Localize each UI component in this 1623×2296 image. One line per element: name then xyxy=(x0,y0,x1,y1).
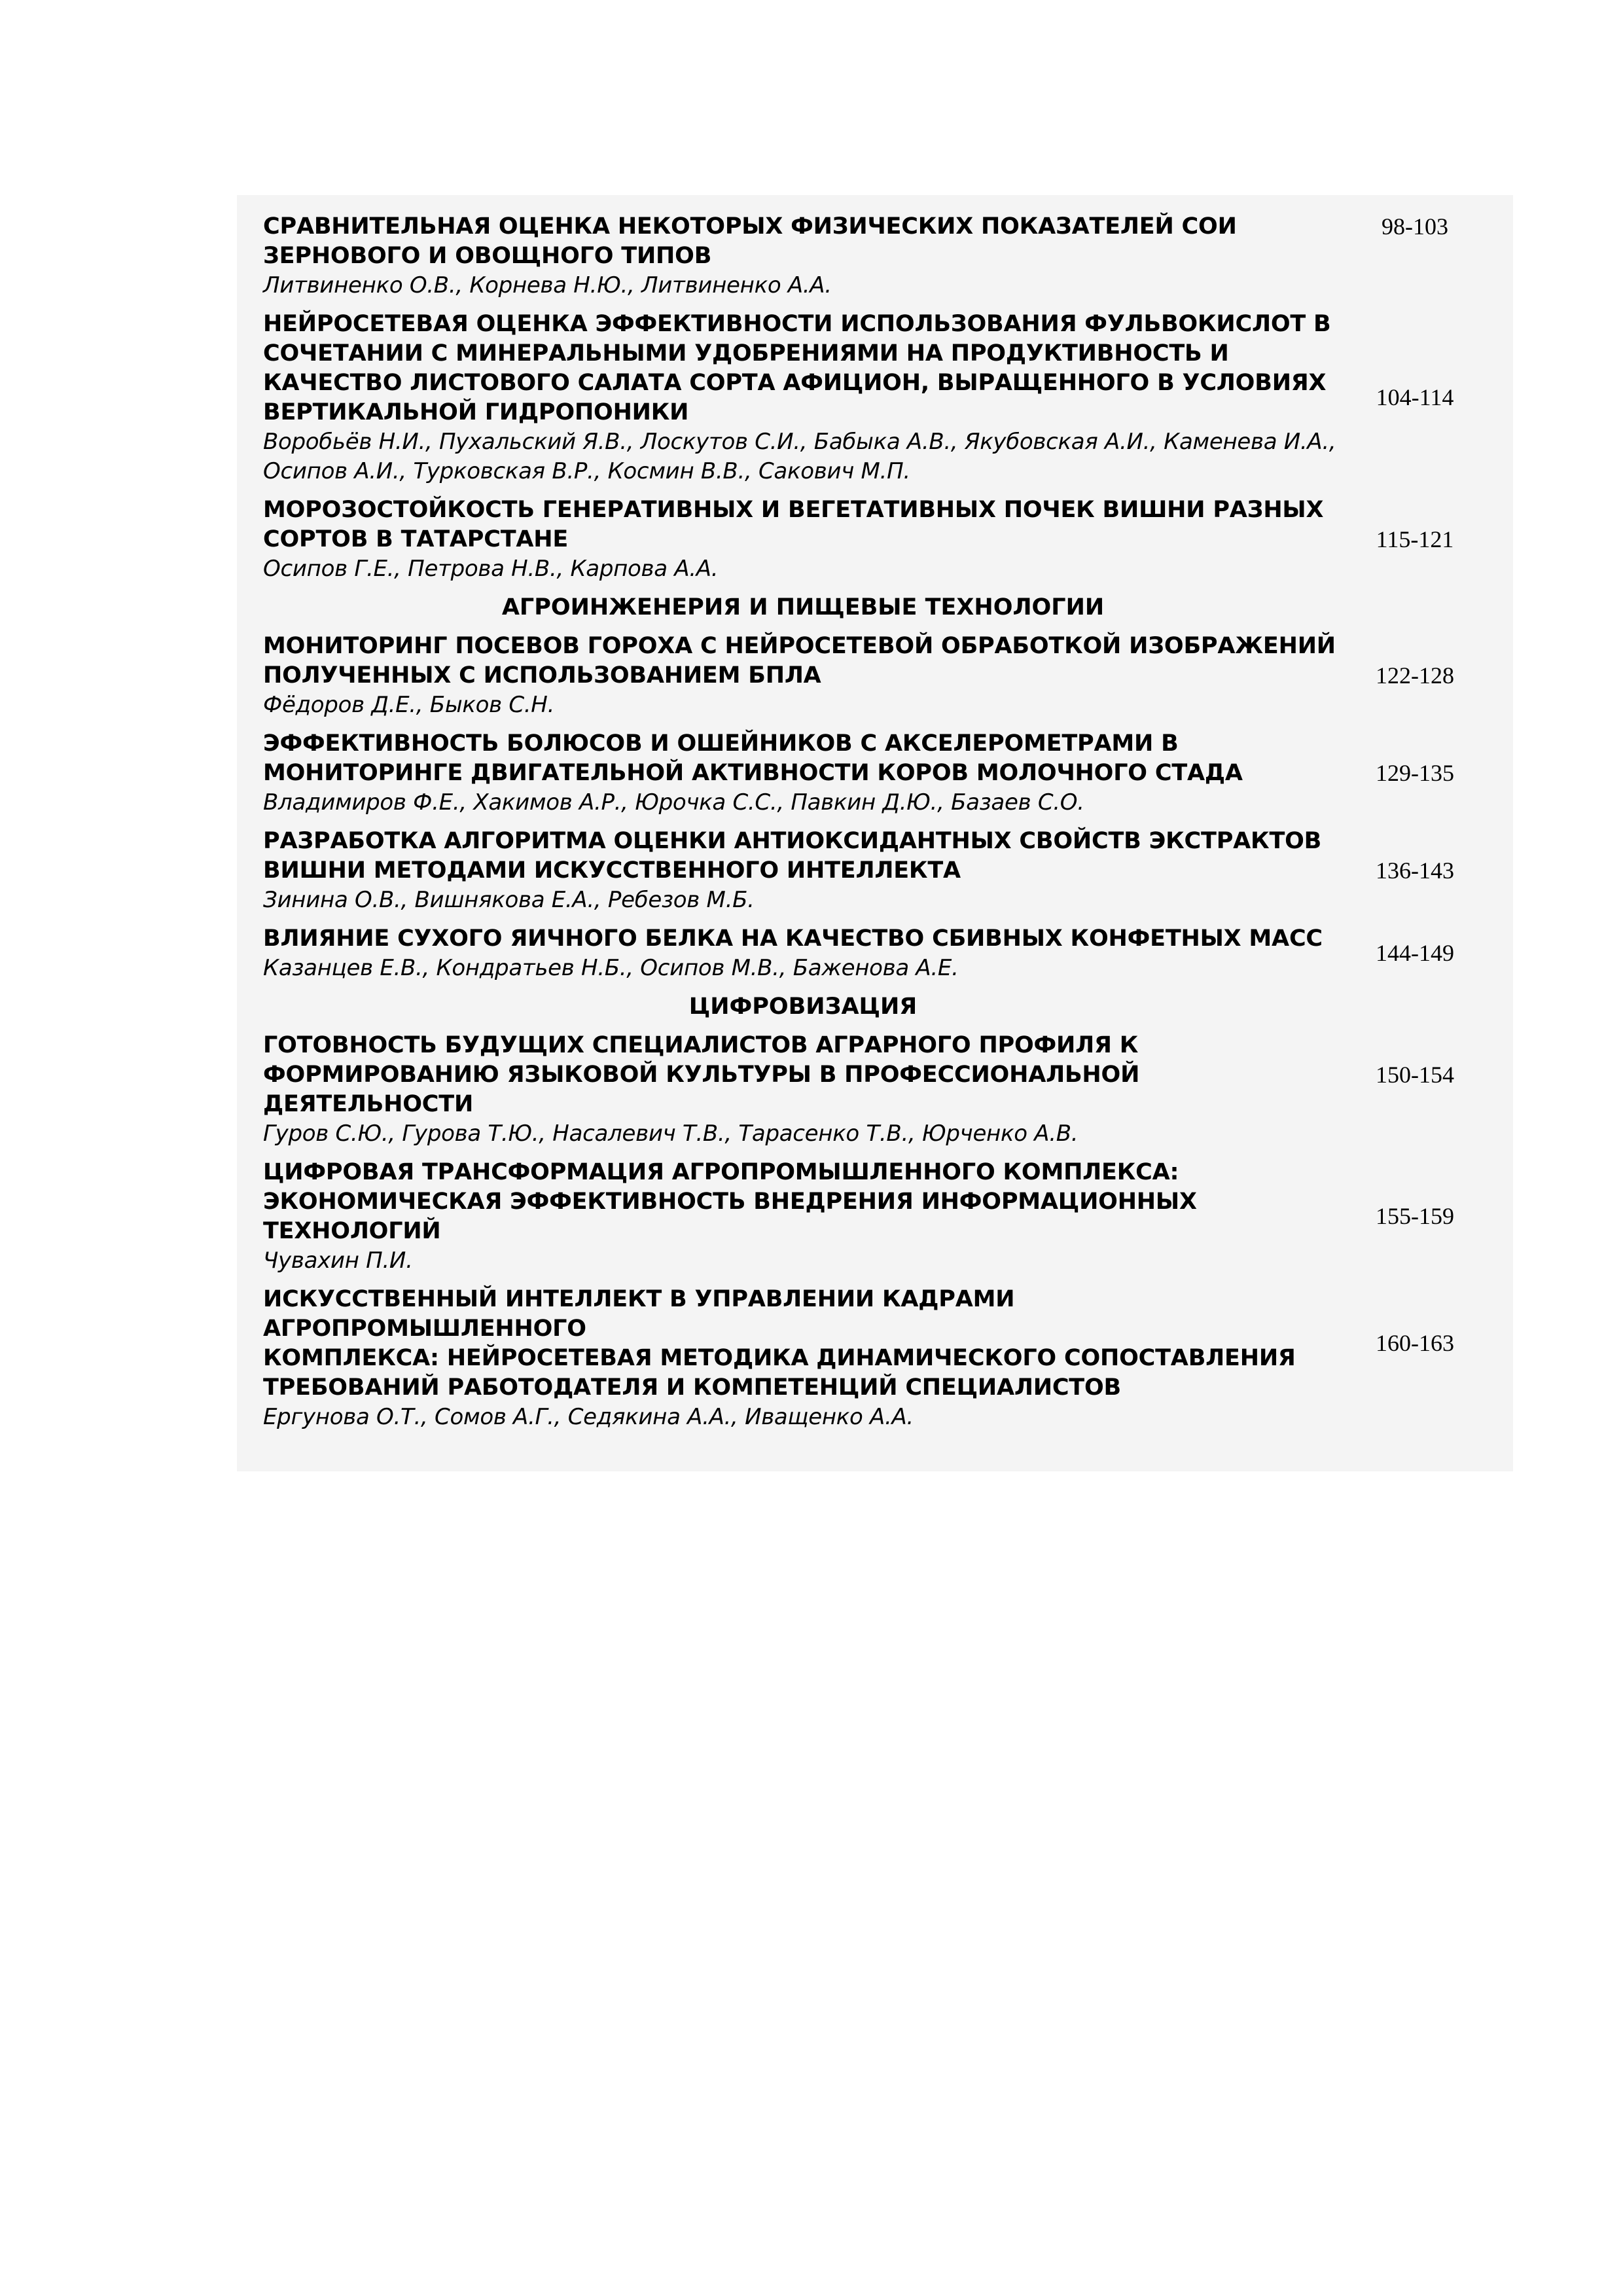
page-range: 144-149 xyxy=(1376,940,1454,966)
page-range: 104-114 xyxy=(1376,384,1454,410)
toc-entry xyxy=(263,1285,1454,1432)
page-range: 129-135 xyxy=(1376,760,1454,786)
article-authors: Казанцев Е.В., Кондратьев Н.Б., Осипов М.В., Баженова А.Е. xyxy=(263,955,959,981)
page-range: 136-143 xyxy=(1376,857,1454,884)
article-title: ГОТОВНОСТЬ БУДУЩИХ СПЕЦИАЛИСТОВ АГРАРНОГО ПРОФИЛЯ К ФОРМИРОВАНИЮ ЯЗЫКОВОЙ КУЛЬТУРЫ В ПРОФЕССИОНАЛЬНОЙ ДЕЯТЕЛЬНОСТИ xyxy=(263,1032,1140,1117)
article-authors: Литвиненко О.В., Корнева Н.Ю., Литвиненко А.А. xyxy=(263,272,832,298)
page-range: 160-163 xyxy=(1376,1330,1454,1356)
article-title: ИСКУССТВЕННЫЙ ИНТЕЛЛЕКТ В УПРАВЛЕНИИ КАДРАМИ АГРОПРОМЫШЛЕННОГО КОМПЛЕКСА: НЕЙРОСЕТЕВАЯ МЕТОДИКА ДИНАМИЧЕСКОГО СОПОСТАВЛЕНИЯ ТРЕБОВАНИЙ РАБОТОДАТЕЛЯ И КОМПЕТЕНЦИЙ СПЕЦИАЛИСТОВ xyxy=(263,1286,1296,1401)
article-title: ЭФФЕКТИВНОСТЬ БОЛЮСОВ И ОШЕЙНИКОВ С АКСЕЛЕРОМЕТРАМИ В МОНИТОРИНГЕ ДВИГАТЕЛЬНОЙ АКТИВНОСТИ КОРОВ МОЛОЧНОГО СТАДА xyxy=(263,730,1243,786)
article-authors: Воробьёв Н.И., Пухальский Я.В., Лоскутов С.И., Бабыка А.В., Якубовская А.И., Каменева И.А., Осипов А.И., Турковская В.Р., Космин В.В., Сакович М.П. xyxy=(263,429,1336,484)
page-range: 98-103 xyxy=(1382,213,1448,240)
article-authors: Фёдоров Д.Е., Быков С.Н. xyxy=(263,692,555,718)
article-authors: Зинина О.В., Вишнякова Е.А., Ребезов М.Б. xyxy=(263,887,755,913)
article-authors: Гуров С.Ю., Гурова Т.Ю., Насалевич Т.В., Тарасенко Т.В., Юрченко А.В. xyxy=(263,1121,1079,1147)
page-range: 155-159 xyxy=(1376,1203,1454,1229)
toc-entry xyxy=(263,827,1454,915)
toc-entry xyxy=(263,729,1454,817)
page-range: 122-128 xyxy=(1376,662,1454,689)
article-authors: Владимиров Ф.Е., Хакимов А.Р., Юрочка С.С., Павкин Д.Ю., Базаев С.О. xyxy=(263,789,1084,816)
toc-entry xyxy=(263,310,1454,486)
section-heading: АГРОИНЖЕНЕРИЯ И ПИЩЕВЫЕ ТЕХНОЛОГИИ xyxy=(501,594,1105,620)
article-authors: Чувахин П.И. xyxy=(263,1247,413,1274)
page-range: 115-121 xyxy=(1376,526,1454,552)
article-title: МОНИТОРИНГ ПОСЕВОВ ГОРОХА С НЕЙРОСЕТЕВОЙ ОБРАБОТКОЙ ИЗОБРАЖЕНИЙ ПОЛУЧЕННЫХ С ИСПОЛЬЗОВАНИЕМ БПЛА xyxy=(263,633,1336,689)
article-authors: Ергунова О.Т., Сомов А.Г., Седякина А.А., Иващенко А.А. xyxy=(263,1404,914,1430)
article-title: СРАВНИТЕЛЬНАЯ ОЦЕНКА НЕКОТОРЫХ ФИЗИЧЕСКИХ ПОКАЗАТЕЛЕЙ СОИ ЗЕРНОВОГО И ОВОЩНОГО ТИПОВ xyxy=(263,213,1237,269)
article-authors: Осипов Г.Е., Петрова Н.В., Карпова А.А. xyxy=(263,556,719,582)
table-of-contents xyxy=(237,195,1513,1471)
toc-entry xyxy=(263,1031,1454,1149)
toc-entry xyxy=(263,1158,1454,1276)
article-title: МОРОЗОСТОЙКОСТЬ ГЕНЕРАТИВНЫХ И ВЕГЕТАТИВНЫХ ПОЧЕК ВИШНИ РАЗНЫХ СОРТОВ В ТАТАРСТАНЕ xyxy=(263,497,1324,552)
article-title: ВЛИЯНИЕ СУХОГО ЯИЧНОГО БЕЛКА НА КАЧЕСТВО СБИВНЫХ КОНФЕТНЫХ МАСС xyxy=(263,925,1323,952)
article-title: НЕЙРОСЕТЕВАЯ ОЦЕНКА ЭФФЕКТИВНОСТИ ИСПОЛЬЗОВАНИЯ ФУЛЬВОКИСЛОТ В СОЧЕТАНИИ С МИНЕРАЛЬНЫМИ УДОБРЕНИЯМИ НА ПРОДУКТИВНОСТЬ И КАЧЕСТВО ЛИСТОВОГО САЛАТА СОРТА АФИЦИОН, ВЫРАЩЕННОГО В УСЛОВИЯХ ВЕРТИКАЛЬНОЙ ГИДРОПОНИКИ xyxy=(263,311,1331,425)
article-title: ЦИФРОВАЯ ТРАНСФОРМАЦИЯ АГРОПРОМЫШЛЕННОГО КОМПЛЕКСА: ЭКОНОМИЧЕСКАЯ ЭФФЕКТИВНОСТЬ ВНЕДРЕНИЯ ИНФОРМАЦИОННЫХ ТЕХНОЛОГИЙ xyxy=(263,1159,1197,1244)
section-heading: ЦИФРОВИЗАЦИЯ xyxy=(688,994,918,1020)
toc-entry xyxy=(263,495,1454,584)
toc-entry xyxy=(263,924,1454,983)
article-title: РАЗРАБОТКА АЛГОРИТМА ОЦЕНКИ АНТИОКСИДАНТНЫХ СВОЙСТВ ЭКСТРАКТОВ ВИШНИ МЕТОДАМИ ИСКУССТВЕННОГО ИНТЕЛЛЕКТА xyxy=(263,828,1322,884)
toc-entry xyxy=(263,632,1454,720)
page-range: 150-154 xyxy=(1376,1062,1454,1088)
toc-entry xyxy=(263,212,1448,300)
